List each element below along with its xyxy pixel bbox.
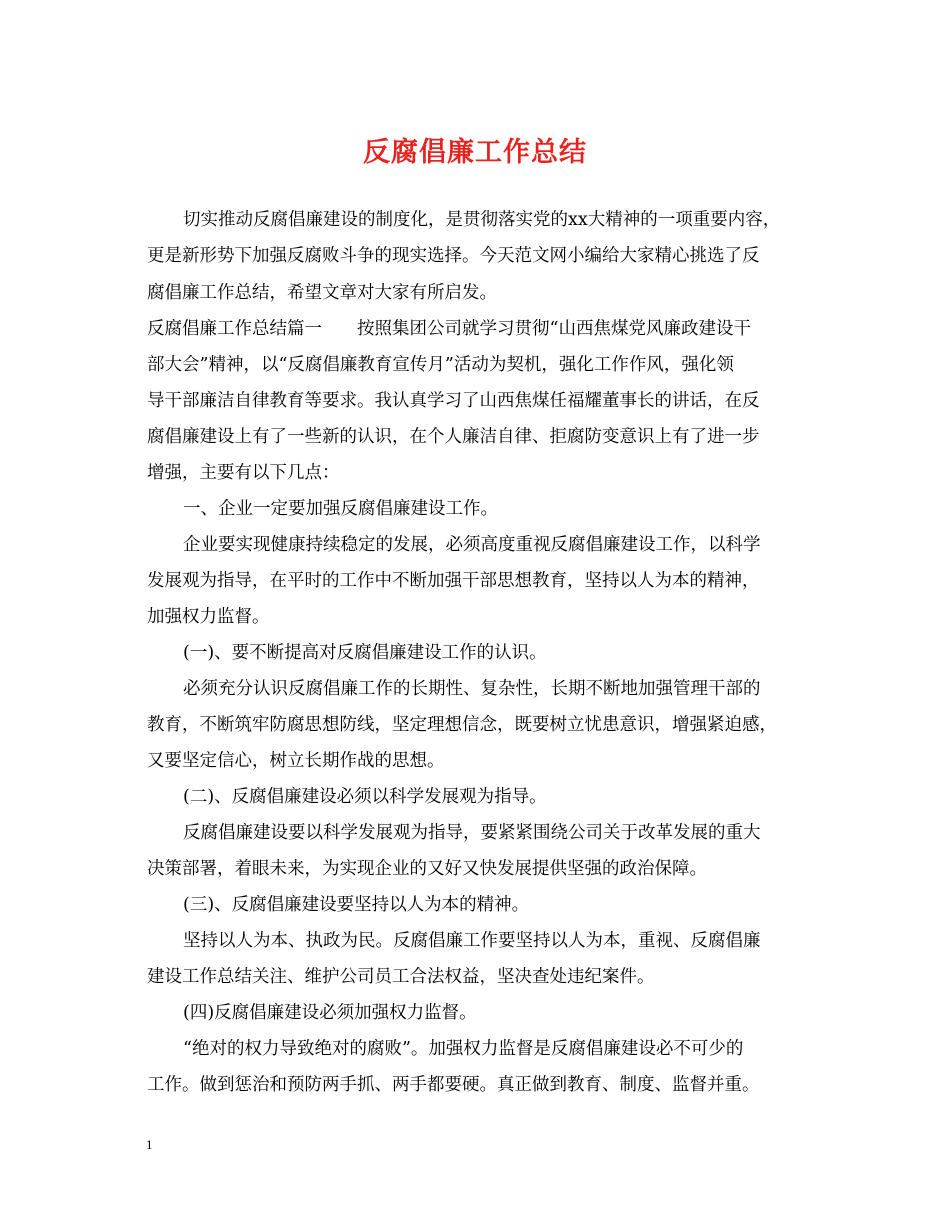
body-line: 更是新形势下加强反腐败斗争的现实选择。今天范文网小编给大家精心挑选了反 [147,246,760,266]
subsection-heading: (一)、要不断提高对反腐倡廉建设工作的认识。 [183,643,547,663]
body-line: 又要坚定信心，树立长期作战的思想。 [147,751,445,771]
body-line: 坚持以人为本、执政为民。反腐倡廉工作要坚持以人为本，重视、反腐倡廉 [183,931,761,951]
body-line: 加强权力监督。 [147,607,270,627]
body-line: 决策部署，着眼未来，为实现企业的又好又快发展提供坚强的政治保障。 [147,859,707,879]
body-line: 腐倡廉工作总结，希望文章对大家有所启发。 [147,283,497,303]
body-line: 切实推动反腐倡廉建设的制度化，是贯彻落实党的xx大精神的一项重要内容， [183,210,781,230]
subsection-heading: (二)、反腐倡廉建设必须以科学发展观为指导。 [183,787,547,807]
body-line: 部大会”精神，以“反腐倡廉教育宣传月”活动为契机，强化工作作风，强化领 [147,355,734,375]
body-line: 增强，主要有以下几点： [147,463,340,483]
body-line: 必须充分认识反腐倡廉工作的长期性、复杂性，长期不断地加强管理干部的 [183,679,761,699]
body-line: 发展观为指导，在平时的工作中不断加强干部思想教育，坚持以人为本的精神， [147,571,760,591]
body-line: 工作。做到惩治和预防两手抓、两手都要硬。真正做到教育、制度、监督并重。 [147,1075,760,1095]
body-line: 反腐倡廉建设要以科学发展观为指导，要紧紧围绕公司关于改革发展的重大 [183,823,761,843]
section-heading: 一、企业一定要加强反腐倡廉建设工作。 [183,499,498,519]
document-title: 反腐倡廉工作总结 [363,137,587,168]
body-line: 腐倡廉建设上有了一些新的认识，在个人廉洁自律、拒腐防变意识上有了进一步 [147,427,760,447]
subsection-heading: (四)反腐倡廉建设必须加强权力监督。 [183,1003,477,1023]
body-line: 建设工作总结关注、维护公司员工合法权益，坚决查处违纪案件。 [147,967,655,987]
body-line: “绝对的权力导致绝对的腐败”。加强权力监督是反腐倡廉建设必不可少的 [183,1039,744,1059]
page-number: 1 [146,1137,153,1152]
body-line: 企业要实现健康持续稳定的发展，必须高度重视反腐倡廉建设工作，以科学 [183,535,761,555]
subsection-heading: (三)、反腐倡廉建设要坚持以人为本的精神。 [183,895,530,915]
body-line: 反腐倡廉工作总结篇一 按照集团公司就学习贯彻“山西焦煤党风廉政建设干 [147,319,751,339]
body-line: 导干部廉洁自律教育等要求。我认真学习了山西焦煤任福耀董事长的讲话，在反 [147,391,760,411]
body-line: 教育，不断筑牢防腐思想防线，坚定理想信念，既要树立忧患意识，增强紧迫感， [147,715,777,735]
